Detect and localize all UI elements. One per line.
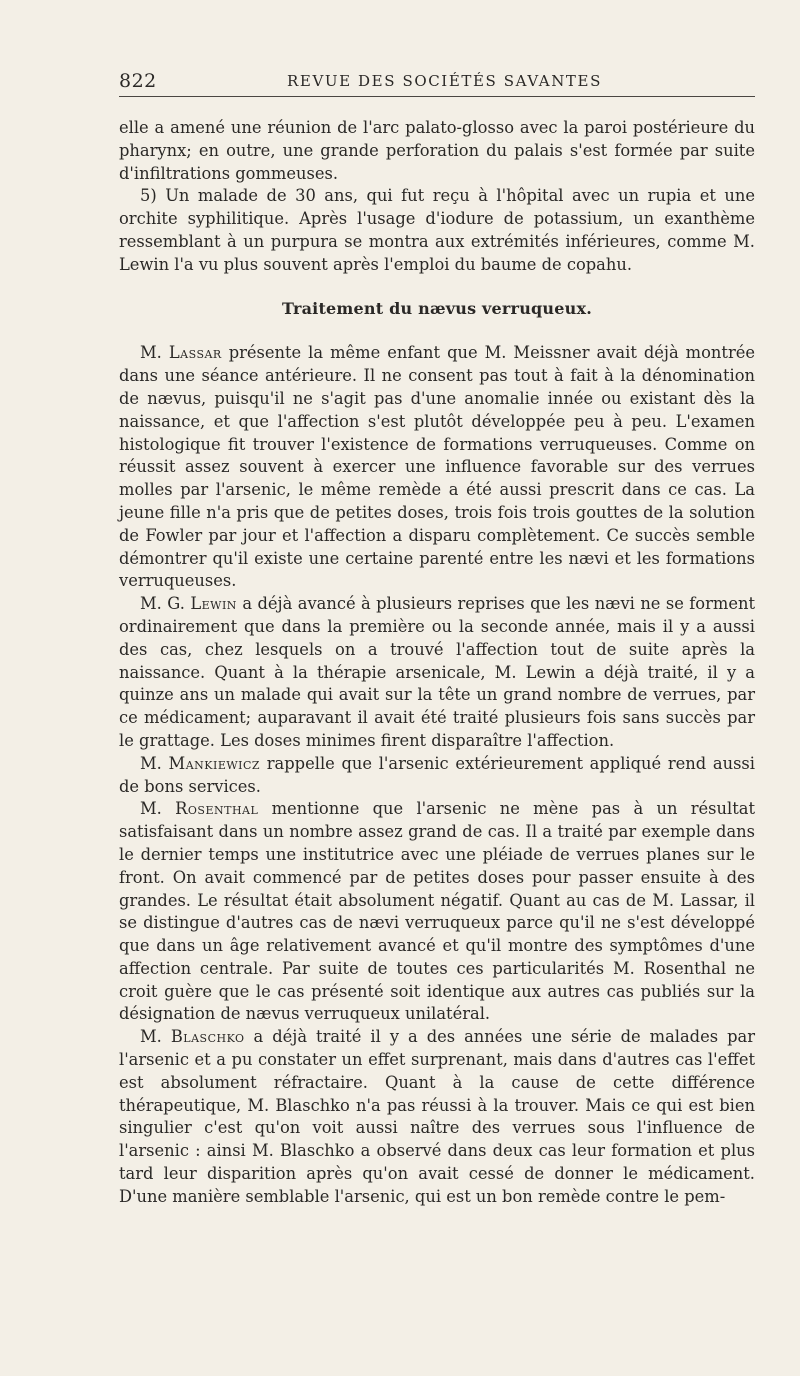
speaker-name-rosenthal: Rosenthal [175, 799, 259, 819]
speech-text-mankiewicz: rappelle que l'arsenic extérieurement appliqué rend aussi de bons services. [119, 753, 755, 796]
speaker-name-lassar: Lassar [168, 343, 222, 363]
paragraph-mankiewicz [119, 753, 755, 799]
section-title: Traitement du nævus verruqueux. [282, 298, 592, 318]
speaker-prefix: M. [140, 1027, 171, 1047]
paragraph-lassar [119, 342, 755, 593]
speaker-prefix: M. G. [140, 594, 191, 614]
paragraph-blaschko [119, 1026, 755, 1208]
page [119, 62, 755, 1209]
page-number: 822 [119, 70, 157, 92]
paragraph-case-5: 5) Un malade de 30 ans, qui fut reçu à l'hôpital avec un rupia et une orchite syphilitique. Après l'usage d'iodure de potassium, un exanthème ressemblant à un purpura se montra aux extrémités inférieures, comme M. Lewin l'a vu plus souvent après l'emploi du baume de copahu. [119, 186, 755, 274]
speaker-name-lewin: Lewin [190, 594, 237, 614]
speaker-prefix: M. [140, 343, 169, 363]
speaker-prefix: M. [140, 799, 176, 819]
speaker-name-blaschko: Blaschko [170, 1027, 245, 1047]
running-head [119, 62, 755, 97]
speaker-name-mankiewicz: Mankiewicz [168, 753, 261, 773]
speech-text-blaschko: a déjà traité il y a des années une série de malades par l'arsenic et a pu constater un effet surprenant, mais dans d'autres cas l'effet est absolument réfractaire. Quant à la cause de cette différence thérapeutique, M. Blaschko n'a pas réussi à la trouver. Mais ce qui est bien singulier c'est qu'on voit aussi naître des verrues sous l'influence de l'arsenic : ainsi M. Blaschko a observé dans deux cas leur formation et plus tard leur disparition après qu'on avait cessé de donner le médicament. D'une manière semblable l'arsenic, qui est un bon remède contre le pem- [119, 1027, 755, 1206]
paragraph-rosenthal [119, 798, 755, 1026]
speaker-prefix: M. [140, 753, 169, 773]
speech-text-lewin: a déjà avancé à plusieurs reprises que les nævi ne se forment ordinairement que dans la première ou la seconde année, mais il y a aussi des cas, chez lesquels on a trouvé l'affection tout de suite après la naissance. Quant à la thérapie arsenicale, M. Lewin a déjà traité, il y a quinze ans un malade qui avait sur la tête un grand nombre de verrues, par ce médicament; auparavant il avait été traité plusieurs fois sans succès par le grattage. Les doses minimes firent disparaître l'affection. [119, 594, 755, 750]
journal-title: REVUE DES SOCIÉTÉS SAVANTES [287, 72, 602, 90]
body-text [119, 117, 755, 1209]
speech-text-rosenthal: mentionne que l'arsenic ne mène pas à un résultat satisfaisant dans un nombre assez grand de cas. Il a traité par exemple dans le dernier temps une institutrice avec une pléiade de verrues planes sur le front. On avait commencé par de petites doses pour passer ensuite à des grandes. Le résultat était absolument négatif. Quant au cas de M. Lassar, il se distingue d'autres cas de nævi verruqueux parce qu'il ne s'est développé que dans un âge relativement avancé et qu'il montre des symptômes d'une affection centrale. Par suite de toutes ces particularités M. Rosenthal ne croit guère que le cas présenté soit identique aux autres cas publiés sur la désignation de nævus verruqueux unilatéral. [119, 799, 755, 1024]
speech-text-lassar: présente la même enfant que M. Meissner avait déjà montrée dans une séance antérieure. Il ne consent pas tout à fait à la dénomination de nævus, puisqu'il ne s'agit pas d'une anomalie innée ou existant dès la naissance, et que l'affection s'est plutôt développée peu à peu. L'examen histologique fit trouver l'existence de formations verruqueuses. Comme on réussit assez souvent à exercer une influence favorable sur des verrues molles par l'arsenic, le même remède a été aussi prescrit dans ce cas. La jeune fille n'a pris que de petites doses, trois fois trois gouttes de la solution de Fowler par jour et l'affection a disparu complètement. Ce succès semble démontrer qu'il existe une certaine parenté entre les nævi et les formations verruqueuses. [119, 343, 755, 591]
paragraph-lewin [119, 593, 755, 753]
paragraph-continuation: elle a amené une réunion de l'arc palato-glosso avec la paroi postérieure du pharynx; en outre, une grande perforation du palais s'est formée par suite d'infiltrations gommeuses. [119, 118, 755, 183]
